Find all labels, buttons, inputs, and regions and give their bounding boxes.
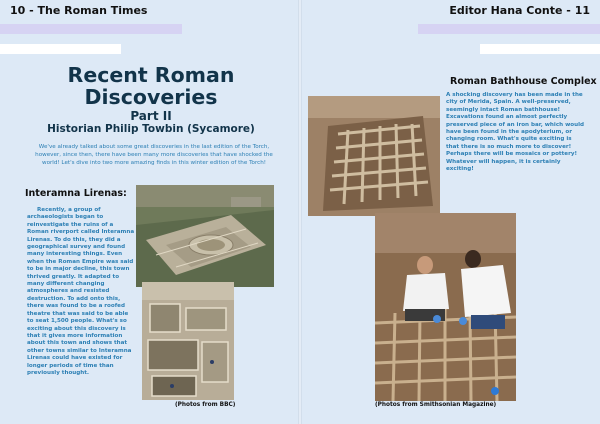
interamna-body: Recently, a group of archaeologists began to reinvestigate the ruins of a Roman riverport called Interamna Lirenas. To do this, they did a geographical survey and found many interesting things. Even when the Roman Empire was said to be in major decline, this town thrived greatly. It adapted to many different changing atmospheres and resisted destruction. To add onto this, there was found to be a roofed theatre that was said to be able to seat 1,500 people. What's so exciting about this discovery is that it gives more information about this town and shows that other towns similar to Interamna Lirenas could have existed for longer periods of time than previously thought. bbox=[27, 207, 135, 376]
wooden-grid-photo bbox=[308, 96, 440, 216]
right-white-bar bbox=[480, 44, 600, 54]
archaeologists-photo bbox=[375, 213, 516, 401]
bathhouse-body: A shocking discovery has been made in the city of Merida, Spain. A well-preserved, seemingly intact Roman bathhouse! Excavations found an almost perfectly preserved piece of an iron bar, which would have been found in the apodyterium, or changing room. What's quite exciting is that there is so much more to discover! Perhaps there will be mosaics or pottery! Whatever will happen, it is certainly exciting! bbox=[446, 92, 584, 173]
interamna-heading: Interamna Lirenas: bbox=[25, 188, 127, 199]
left-page-header: 10 - The Roman Times bbox=[10, 4, 148, 17]
aerial-ruins-photo bbox=[136, 185, 274, 287]
article-title: Recent Roman Discoveries bbox=[67, 63, 235, 109]
article-part: Part II bbox=[130, 109, 172, 123]
bathhouse-caption: (Photos from Smithsonian Magazine) bbox=[375, 402, 497, 408]
interamna-caption: (Photos from BBC) bbox=[175, 402, 236, 408]
left-white-bar bbox=[0, 44, 121, 54]
page-spine bbox=[298, 0, 302, 424]
right-page-header: Editor Hana Conte - 11 bbox=[449, 4, 590, 17]
article-byline: Historian Philip Towbin (Sycamore) bbox=[47, 123, 255, 135]
left-accent-bar bbox=[0, 24, 182, 34]
excavation-site-photo bbox=[142, 282, 234, 400]
bathhouse-heading: Roman Bathhouse Complex bbox=[450, 76, 597, 87]
article-intro: We've already talked about some great discoveries in the last edition of the Torch, however, since then, there have been many more discoveries that have shocked the world! Let's dive into two more amazing finds in this winter edition of the Torch! bbox=[35, 144, 273, 166]
right-accent-bar bbox=[418, 24, 600, 34]
